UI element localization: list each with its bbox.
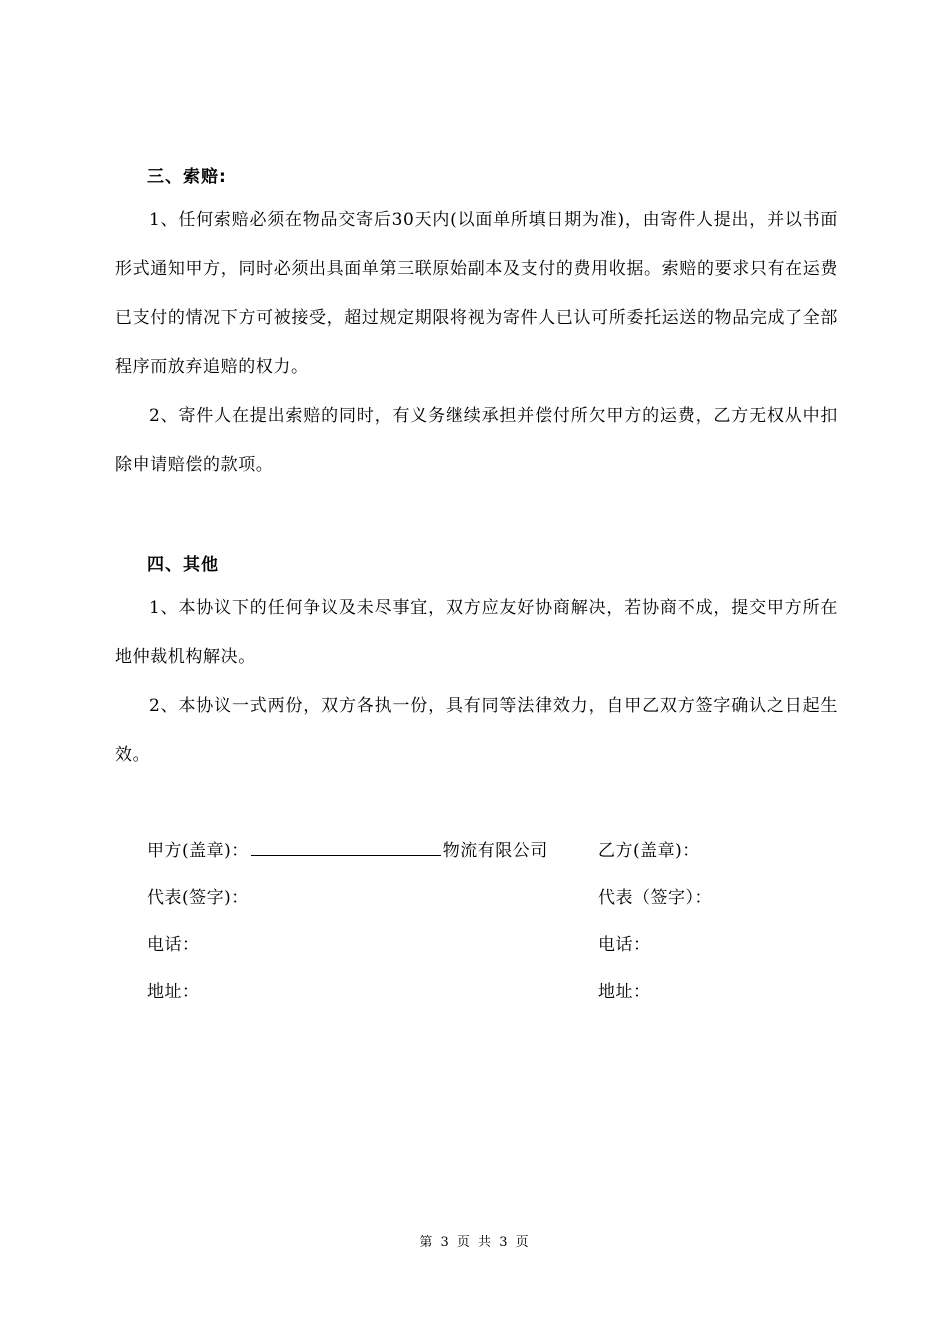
party-a-seal-label: 甲方(盖章)： bbox=[147, 841, 249, 861]
company-name-blank bbox=[251, 841, 441, 856]
party-a-phone: 电话： bbox=[147, 935, 200, 955]
party-b-phone: 电话： bbox=[598, 935, 651, 955]
party-a-representative: 代表(签字)： bbox=[147, 888, 249, 908]
party-a-company-suffix: 物流有限公司 bbox=[442, 841, 548, 861]
party-a-seal-line bbox=[147, 836, 548, 861]
other-paragraph-1: 1、本协议下的任何争议及未尽事宜，双方应友好协商解决，若协商不成，提交甲方所在地仲裁机构解决。 bbox=[115, 598, 838, 667]
claims-paragraph-2: 2、寄件人在提出索赔的同时，有义务继续承担并偿付所欠甲方的运费，乙方无权从中扣除申请赔偿的款项。 bbox=[115, 406, 838, 475]
page-footer: 第 3 页 共 3 页 bbox=[419, 1235, 531, 1250]
section-heading-claims: 三、索赔: bbox=[147, 167, 227, 187]
claims-paragraph-1: 1、任何索赔必须在物品交寄后30天内(以面单所填日期为准)，由寄件人提出，并以书面形式通知甲方，同时必须出具面单第三联原始副本及支付的费用收据。索赔的要求只有在运费已支付的情况下方可被接受，超过规定期限将视为寄件人已认可所委托运送的物品完成了全部程序而放弃追赔的权力。 bbox=[115, 210, 838, 377]
other-paragraph-2: 2、本协议一式两份，双方各执一份，具有同等法律效力，自甲乙双方签字确认之日起生效。 bbox=[115, 696, 838, 765]
party-a-address: 地址： bbox=[147, 982, 200, 1002]
party-b-seal-label: 乙方(盖章)： bbox=[598, 841, 700, 861]
party-b-representative: 代表（签字）： bbox=[598, 888, 712, 908]
section-heading-other: 四、其他 bbox=[147, 555, 219, 575]
party-b-address: 地址： bbox=[598, 982, 651, 1002]
